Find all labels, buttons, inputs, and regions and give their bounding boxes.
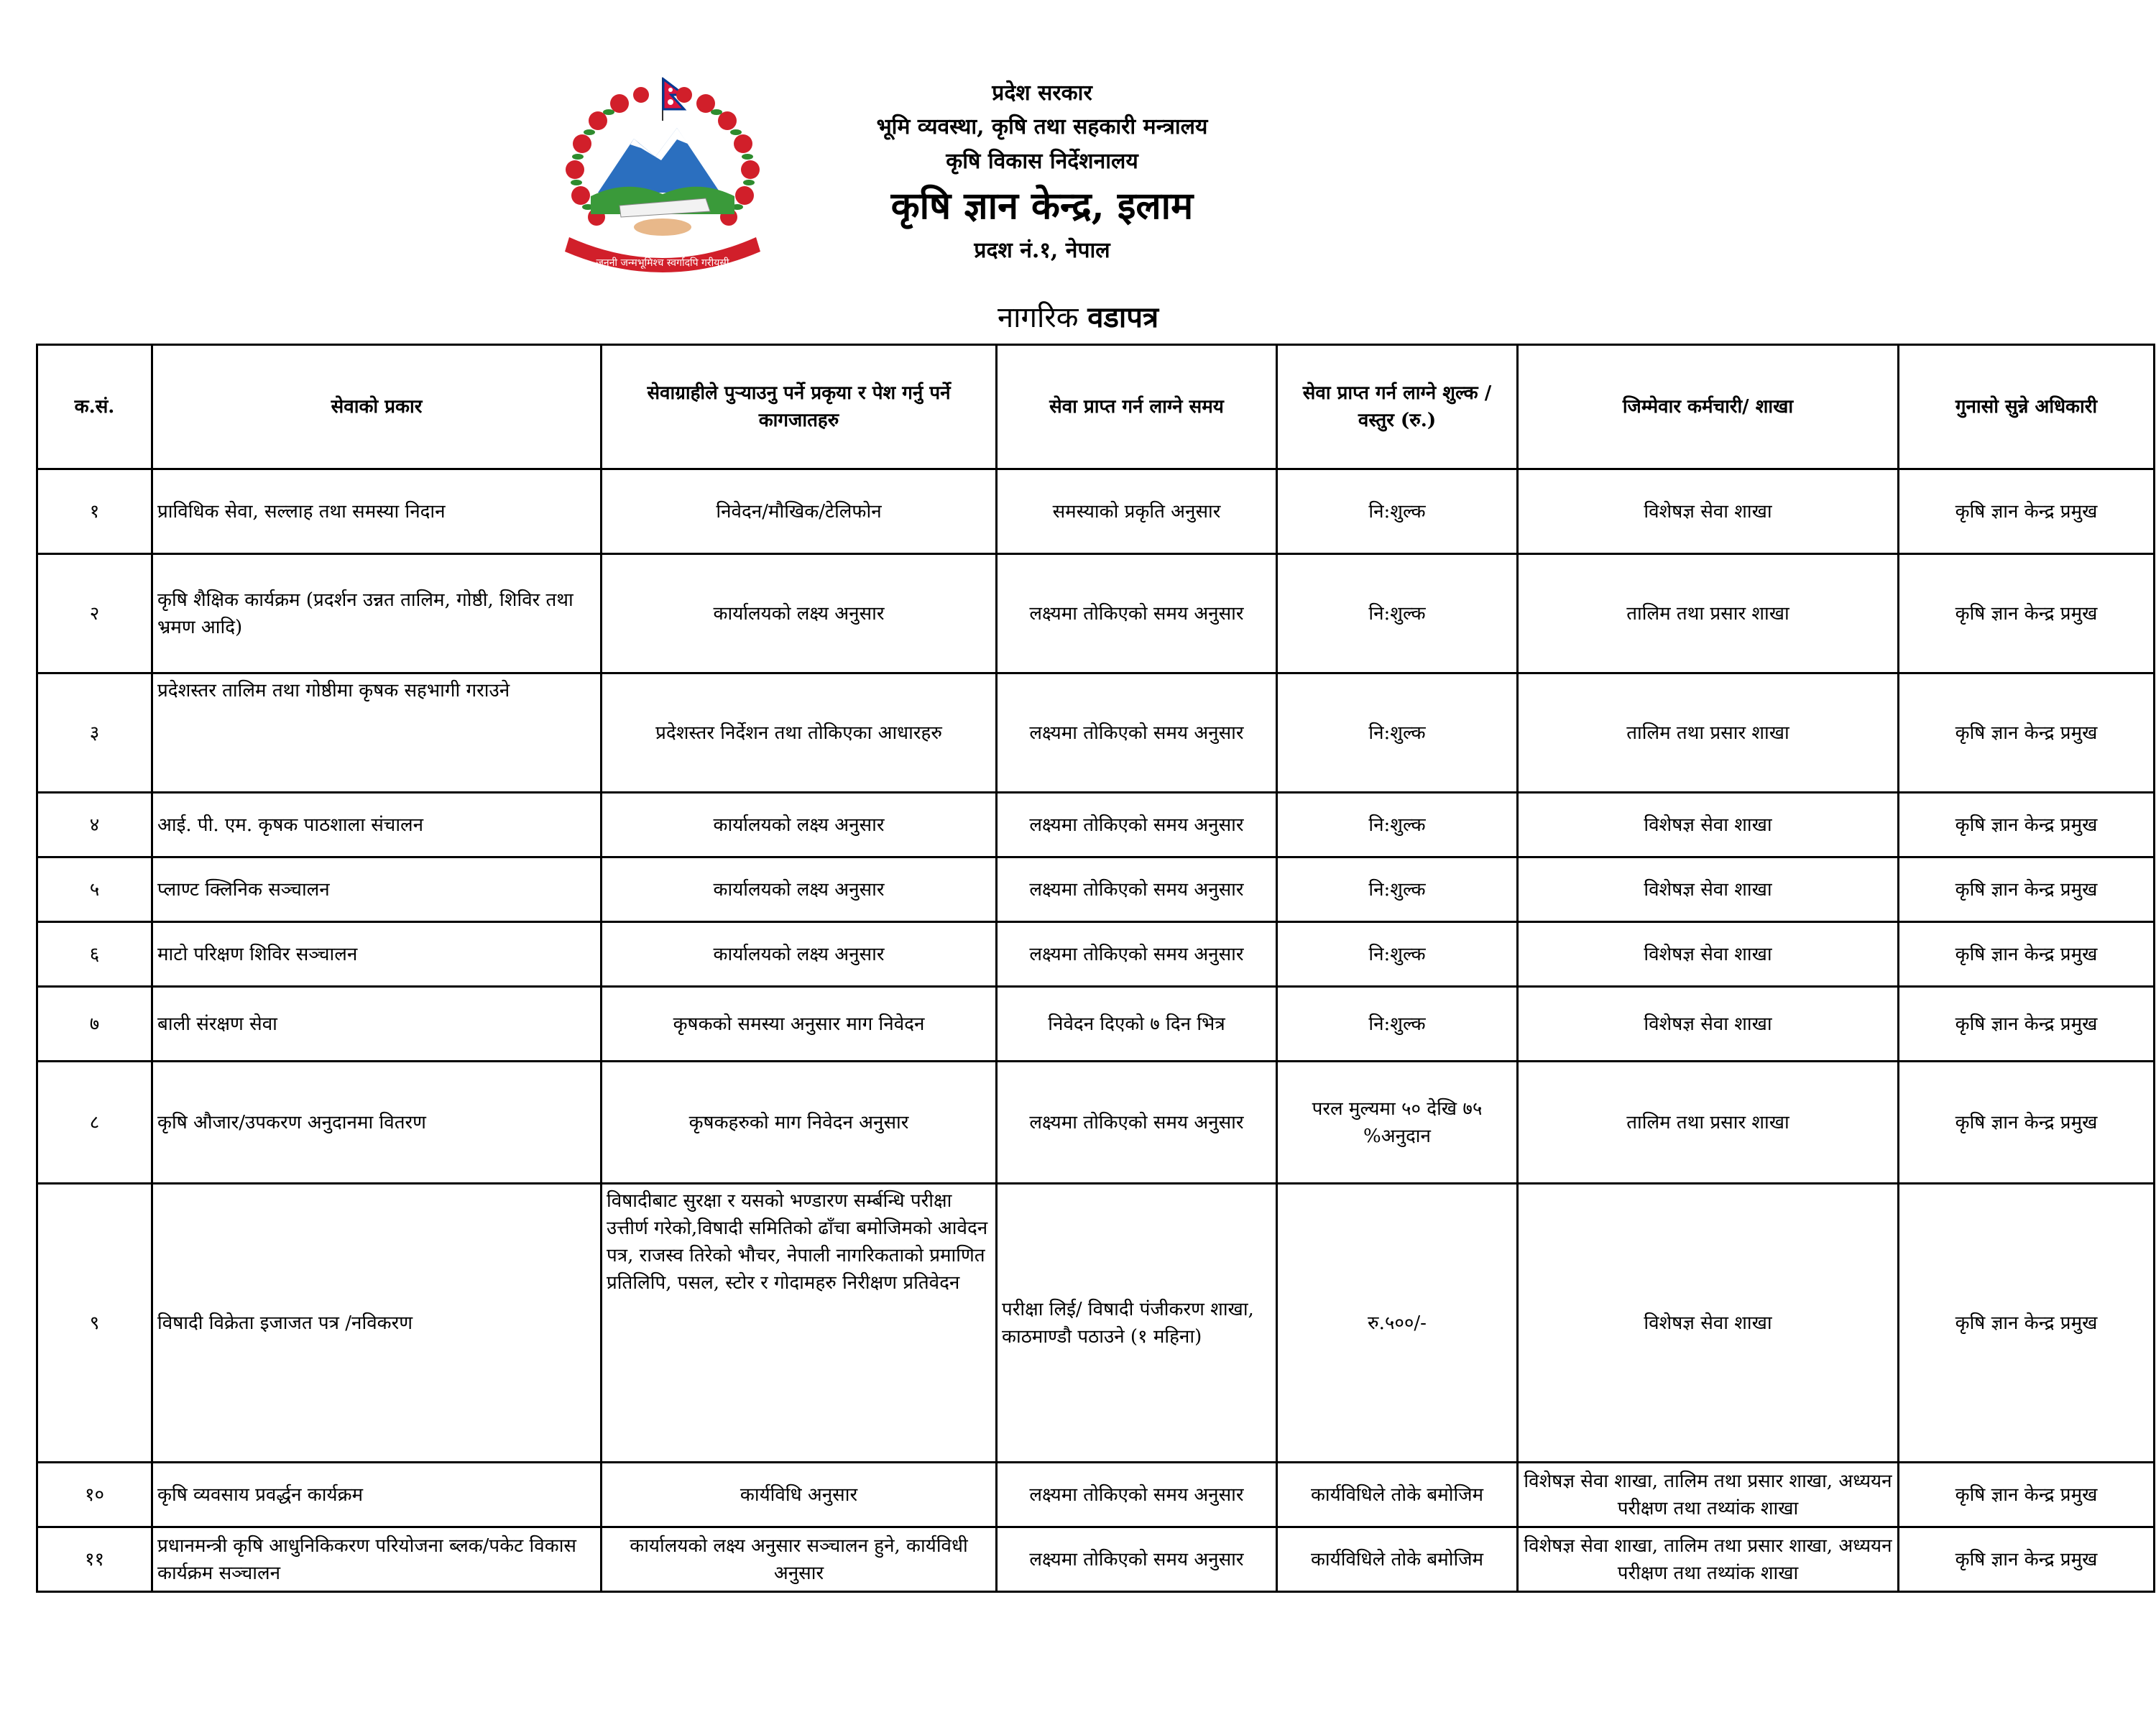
cell-procedure: प्रदेशस्तर निर्देशन तथा तोकिएका आधारहरु: [602, 673, 997, 793]
office-name: कृषि ज्ञान केन्द्र, इलाम: [890, 184, 1194, 228]
cell-procedure: कार्यालयको लक्ष्य अनुसार: [602, 793, 997, 857]
table-row: [37, 1184, 2155, 1463]
cell-officer: कृषि ज्ञान केन्द्र प्रमुख: [1899, 469, 2155, 554]
office-heading: [791, 78, 1294, 267]
document-title: [898, 298, 1258, 338]
header-procedure-documents: सेवाग्राहीले पुऱ्याउनु पर्ने प्रकृया र पेश गर्नु पर्ने कागजातहरु: [602, 345, 997, 469]
cell-service-type: कृषि शैक्षिक कार्यक्रम (प्रदर्शन उन्नत तालिम, गोष्ठी, शिविर तथा भ्रमण आदि): [152, 554, 602, 673]
cell-service-type: प्रधानमन्त्री कृषि आधुनिकिकरण परियोजना ब्लक/पकेट विकास कार्यक्रम सञ्चालन: [152, 1527, 602, 1592]
cell-officer: कृषि ज्ञान केन्द्र प्रमुख: [1899, 673, 2155, 793]
heading-line-3: कृषि विकास निर्देशनालय: [946, 149, 1138, 174]
cell-time: समस्याको प्रकृति अनुसार: [997, 469, 1277, 554]
cell-procedure: कृषकको समस्या अनुसार माग निवेदन: [602, 987, 997, 1062]
cell-time: लक्ष्यमा तोकिएको समय अनुसार: [997, 1062, 1277, 1184]
cell-procedure: विषादीबाट सुरक्षा र यसको भण्डारण सर्म्बन्धि परीक्षा उत्तीर्ण गरेको,विषादी समितिको ढाँचा बमोजिमको आवेदन पत्र, राजस्व तिरेको भौचर, नेपाली नागरिकताको प्रमाणित प्रतिलिपि, पसल, स्टोर र गोदामहरु निरीक्षण प्रतिवेदन: [602, 1184, 997, 1463]
cell-fee: नि:शुल्क: [1277, 793, 1518, 857]
cell-serial: २: [37, 554, 152, 673]
cell-branch: तालिम तथा प्रसार शाखा: [1518, 554, 1899, 673]
cell-procedure: कार्यालयको लक्ष्य अनुसार: [602, 857, 997, 922]
cell-time: लक्ष्यमा तोकिएको समय अनुसार: [997, 554, 1277, 673]
cell-time: लक्ष्यमा तोकिएको समय अनुसार: [997, 1527, 1277, 1592]
cell-fee: नि:शुल्क: [1277, 469, 1518, 554]
cell-fee: नि:शुल्क: [1277, 673, 1518, 793]
cell-procedure: कार्यालयको लक्ष्य अनुसार सञ्चालन हुने, कार्यविधी अनुसार: [602, 1527, 997, 1592]
cell-fee: नि:शुल्क: [1277, 987, 1518, 1062]
cell-officer: कृषि ज्ञान केन्द्र प्रमुख: [1899, 793, 2155, 857]
cell-service-type: माटो परिक्षण शिविर सञ्चालन: [152, 922, 602, 987]
header-fee: सेवा प्राप्त गर्न लाग्ने शुल्क / वस्तुर (रु.): [1277, 345, 1518, 469]
cell-serial: ३: [37, 673, 152, 793]
cell-time: लक्ष्यमा तोकिएको समय अनुसार: [997, 793, 1277, 857]
cell-serial: १: [37, 469, 152, 554]
table-row: [37, 857, 2155, 922]
table-row: [37, 987, 2155, 1062]
cell-fee: नि:शुल्क: [1277, 554, 1518, 673]
cell-service-type: बाली संरक्षण सेवा: [152, 987, 602, 1062]
table-row: [37, 1463, 2155, 1527]
cell-branch: विशेषज्ञ सेवा शाखा: [1518, 987, 1899, 1062]
table-row: [37, 1062, 2155, 1184]
cell-service-type: प्रदेशस्तर तालिम तथा गोष्ठीमा कृषक सहभागी गराउने: [152, 673, 602, 793]
cell-branch: तालिम तथा प्रसार शाखा: [1518, 1062, 1899, 1184]
cell-service-type: प्राविधिक सेवा, सल्लाह तथा समस्या निदान: [152, 469, 602, 554]
cell-branch: विशेषज्ञ सेवा शाखा: [1518, 1184, 1899, 1463]
cell-officer: कृषि ज्ञान केन्द्र प्रमुख: [1899, 554, 2155, 673]
cell-officer: कृषि ज्ञान केन्द्र प्रमुख: [1899, 1527, 2155, 1592]
document-title-part-1: नागरिक: [997, 301, 1079, 334]
cell-branch: विशेषज्ञ सेवा शाखा: [1518, 793, 1899, 857]
cell-branch: विशेषज्ञ सेवा शाखा: [1518, 857, 1899, 922]
table-row: [37, 554, 2155, 673]
cell-serial: ९: [37, 1184, 152, 1463]
cell-branch: विशेषज्ञ सेवा शाखा: [1518, 469, 1899, 554]
cell-officer: कृषि ज्ञान केन्द्र प्रमुख: [1899, 857, 2155, 922]
cell-service-type: कृषि व्यवसाय प्रवर्द्धन कार्यक्रम: [152, 1463, 602, 1527]
cell-procedure: कार्यविधि अनुसार: [602, 1463, 997, 1527]
header-serial: क.सं.: [37, 345, 152, 469]
cell-time: लक्ष्यमा तोकिएको समय अनुसार: [997, 857, 1277, 922]
cell-serial: ११: [37, 1527, 152, 1592]
cell-officer: कृषि ज्ञान केन्द्र प्रमुख: [1899, 922, 2155, 987]
cell-serial: १०: [37, 1463, 152, 1527]
header-service-type: सेवाको प्रकार: [152, 345, 602, 469]
cell-procedure: कार्यालयको लक्ष्य अनुसार: [602, 922, 997, 987]
cell-time: लक्ष्यमा तोकिएको समय अनुसार: [997, 673, 1277, 793]
table-row: [37, 922, 2155, 987]
table-row: [37, 1527, 2155, 1592]
table-row: [37, 793, 2155, 857]
cell-fee: कार्यविधिले तोके बमोजिम: [1277, 1463, 1518, 1527]
cell-fee: परल मुल्यमा ५० देखि ७५ %अनुदान: [1277, 1062, 1518, 1184]
cell-branch: विशेषज्ञ सेवा शाखा, तालिम तथा प्रसार शाखा, अध्ययन परीक्षण तथा तथ्यांक शाखा: [1518, 1463, 1899, 1527]
emblem-motto: जननी जन्मभूमिश्च स्वर्गादपि गरीयसी: [596, 257, 729, 269]
cell-fee: रु.५००/-: [1277, 1184, 1518, 1463]
cell-fee: कार्यविधिले तोके बमोजिम: [1277, 1527, 1518, 1592]
cell-officer: कृषि ज्ञान केन्द्र प्रमुख: [1899, 1184, 2155, 1463]
cell-procedure: निवेदन/मौखिक/टेलिफोन: [602, 469, 997, 554]
cell-time: निवेदन दिएको ७ दिन भित्र: [997, 987, 1277, 1062]
heading-line-2: भूमि व्यवस्था, कृषि तथा सहकारी मन्त्रालय: [876, 114, 1208, 139]
header-grievance-officer: गुनासो सुन्ने अधिकारी: [1899, 345, 2155, 469]
cell-time: परीक्षा लिई/ विषादी पंजीकरण शाखा, काठमाण्डौ पठाउने (१ महिना): [997, 1184, 1277, 1463]
cell-procedure: कृषकहरुको माग निवेदन अनुसार: [602, 1062, 997, 1184]
cell-serial: ७: [37, 987, 152, 1062]
heading-line-1: प्रदेश सरकार: [992, 80, 1092, 106]
heading-line-5: प्रदश नं.१, नेपाल: [974, 238, 1110, 263]
cell-service-type: प्लाण्ट क्लिनिक सञ्चालन: [152, 857, 602, 922]
cell-officer: कृषि ज्ञान केन्द्र प्रमुख: [1899, 987, 2155, 1062]
table-row: [37, 673, 2155, 793]
cell-officer: कृषि ज्ञान केन्द्र प्रमुख: [1899, 1062, 2155, 1184]
header-responsible-branch: जिम्मेवार कर्मचारी/ शाखा: [1518, 345, 1899, 469]
cell-serial: ८: [37, 1062, 152, 1184]
cell-officer: कृषि ज्ञान केन्द्र प्रमुख: [1899, 1463, 2155, 1527]
cell-serial: ५: [37, 857, 152, 922]
cell-time: लक्ष्यमा तोकिएको समय अनुसार: [997, 1463, 1277, 1527]
cell-branch: विशेषज्ञ सेवा शाखा: [1518, 922, 1899, 987]
cell-branch: विशेषज्ञ सेवा शाखा, तालिम तथा प्रसार शाखा, अध्ययन परीक्षण तथा तथ्यांक शाखा: [1518, 1527, 1899, 1592]
cell-serial: ६: [37, 922, 152, 987]
cell-time: लक्ष्यमा तोकिएको समय अनुसार: [997, 922, 1277, 987]
cell-fee: नि:शुल्क: [1277, 922, 1518, 987]
cell-service-type: आई. पी. एम. कृषक पाठशाला संचालन: [152, 793, 602, 857]
header-time-required: सेवा प्राप्त गर्न लाग्ने समय: [997, 345, 1277, 469]
citizen-charter-table: [36, 344, 2155, 1593]
nepal-emblem-icon: [540, 70, 785, 286]
document-title-part-2: वडापत्र: [1087, 300, 1159, 334]
cell-procedure: कार्यालयको लक्ष्य अनुसार: [602, 554, 997, 673]
cell-service-type: कृषि औजार/उपकरण अनुदानमा वितरण: [152, 1062, 602, 1184]
cell-fee: नि:शुल्क: [1277, 857, 1518, 922]
table-header-row: [37, 345, 2155, 469]
table-row: [37, 469, 2155, 554]
cell-branch: तालिम तथा प्रसार शाखा: [1518, 673, 1899, 793]
cell-service-type: विषादी विक्रेता इजाजत पत्र /नविकरण: [152, 1184, 602, 1463]
cell-serial: ४: [37, 793, 152, 857]
